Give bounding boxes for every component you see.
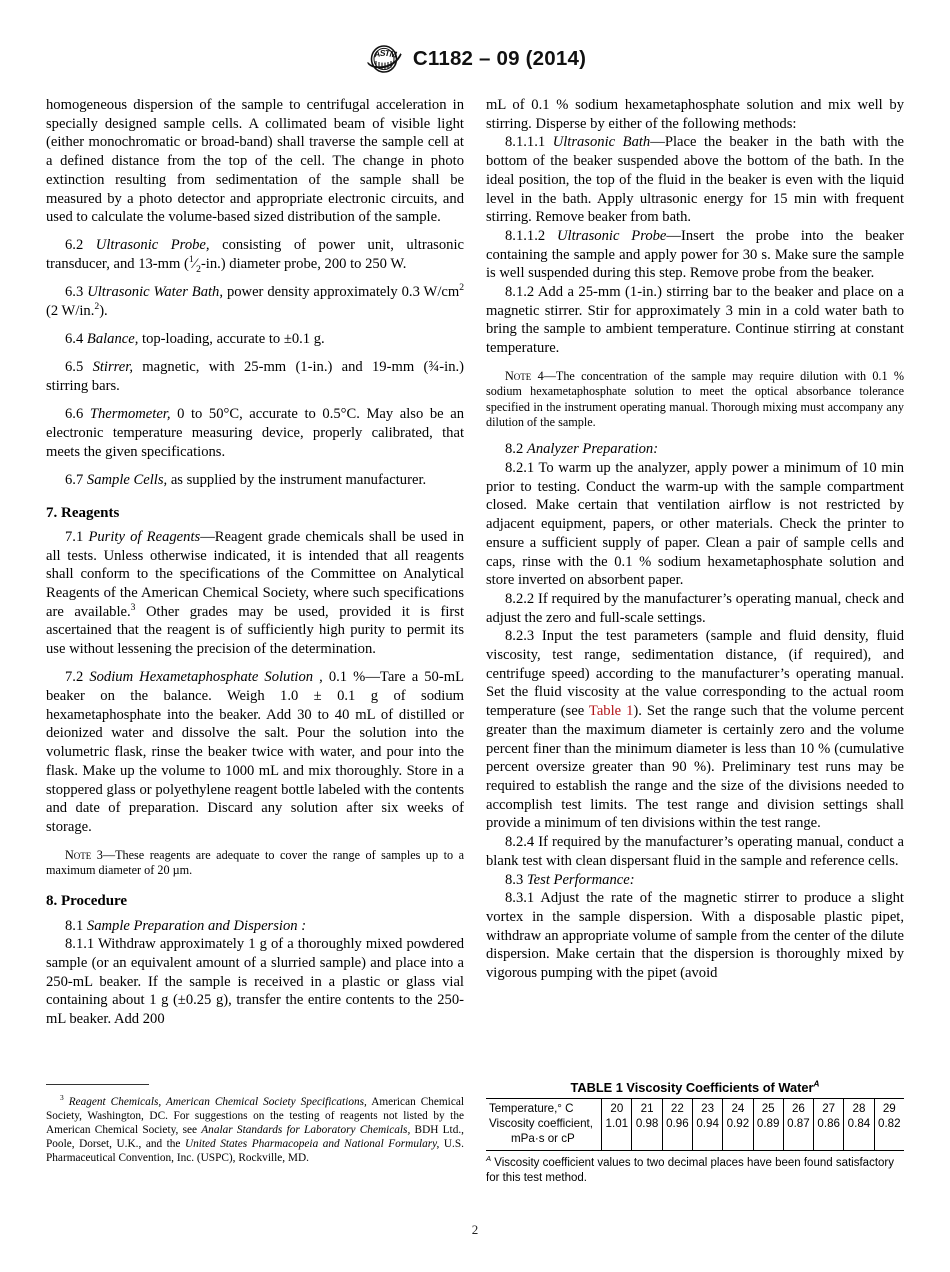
clause-text-8-1-1-2: —Insert the probe into the beaker containing the sample and apply power for 30 s. Make sure the sample is well suspended during this step. Remove probe from the beaker. [486,227,904,282]
standard-designation-title: C1182 – 09 (2014) [412,47,587,70]
clause-term-8-1-1-1: Ultrasonic Bath [552,134,651,151]
clause-text-8-2-2: If required by the manufacturer’s operating manual, check and adjust the zero and full-scale settings. [486,590,904,626]
svg-text:T: T [384,47,391,59]
clause-number-8-3: 8.3 [505,871,524,888]
paragraph-6-1-continued: homogeneous dispersion of the sample to centrifugal acceleration in specially designed sample cells. A collimated beam of visible light (either monochromatic or broad-band) shall traverse the sample cell at a defined distance from the top of the cell. The change in photo extinction resulting from sedimentation of the sample shall be measured by a photo detector and appropriate electronic circuits, and used to calculate the volume-based sized distribution of the sample. [46,97,464,226]
clause-number-6-2: 6.2 [65,237,84,254]
clause-number-7-2: 7.2 [65,669,84,686]
footnote-divider-rule [46,1084,149,1085]
table-cell-temp-2: 22 [662,1099,692,1117]
svg-text:M: M [388,48,398,60]
paragraph-8-2-2 [486,590,904,627]
left-text-column [46,96,464,1029]
clause-term-8-2: Analyzer Preparation: [526,441,659,458]
paragraph-8-1-2 [486,283,904,358]
page-header [0,44,950,74]
clause-text-6-4: top-loading, accurate to ±0.1 g. [138,331,325,348]
table-cell-temp-3: 23 [693,1099,723,1117]
right-text-column [486,96,904,983]
note-number-4: 4 [531,368,544,383]
table-cell-visc-3: 0.94 [693,1116,723,1131]
page-number: 2 [471,1222,479,1237]
table-1-caption [486,1080,904,1095]
clause-text-8-1-1-1: —Place the beaker in the bath with the bottom of the beaker suspended above the bottom of the bath. In the ideal position, the top of the fluid in the beaker is even with the liquid level in the bath. Apply ultrasonic energy for 15 min with frequent stirring. Remove beaker from bath. [486,134,904,226]
paragraph-8-2-3 [486,627,904,833]
table-cell-temp-6: 26 [783,1099,813,1117]
paragraph-8-2-1 [486,459,904,590]
table-cell-units-5 [753,1131,783,1150]
clause-term-8-1: Sample Preparation and Dispersion : [86,917,307,934]
paragraph-6-2: 6.2 Ultrasonic Probe, consisting of power unit, ultrasonic transducer, and 13-mm $(^1⁄_2-in.)$ diameter probe, 200 to 250 W. [46,237,464,276]
table-cell-temp-7: 27 [814,1099,844,1117]
paragraph-6-7 [46,471,464,490]
clause-number-6-6: 6.6 [65,406,84,423]
clause-term-6-4: Balance, [86,331,139,348]
paragraph-8-1 [46,917,464,936]
table-row [486,1099,904,1117]
table-cell-visc-9: 0.82 [874,1116,904,1131]
clause-number-8-2-3: 8.2.3 [505,628,535,645]
note-label-3: Note [65,847,92,862]
clause-text-7-1: —Reagent grade chemicals shall be used in all tests. Unless otherwise indicated, it is intended that all reagents shall conform to the specifications of the Committee on Analytical Reagents of the American Chemical Society, where such specifications are available. [46,528,464,620]
paragraph-8-1-1-continued: mL of 0.1 % sodium hexametaphosphate solution and mix well by stirring. Disperse by either of the following methods: [486,97,904,132]
footnote-italic-title-3: United States Pharmacopeia and National Formulary, [184,1138,440,1151]
table-cell-units-4 [723,1131,753,1150]
clause-term-6-3: Ultrasonic Water Bath, [87,284,224,301]
table-row-label-units-text: mPa·s or cP [511,1132,575,1146]
clause-text-7-2: , 0.1 %—Tare a 50-mL beaker on the balance. Weigh 1.0 ± 0.1 g of sodium hexametaphosphate into the beaker. Add 30 to 40 mL of distilled or deionized water and dissolve the salt. Pour the solution into the volumetric flask, rinse the beaker twice with water, and pour into the flask. Make up the volume to 1000 mL and mix thoroughly. Store in a stoppered glass or polyethylene reagent bottle labeled with the contents and date of preparation. Discard any solution after six weeks of storage. [46,669,464,835]
table-cell-visc-2: 0.96 [662,1116,692,1131]
table-cell-units-8 [844,1131,874,1150]
clause-number-8-1-1-1: 8.1.1.1 [505,134,546,151]
clause-number-8-1-2: 8.1.2 [505,284,535,301]
fraction-denominator: 2 [196,264,201,276]
table-row-label-temperature: Temperature,° C [489,1102,574,1115]
table-cell-visc-8: 0.84 [844,1116,874,1131]
table-row [486,1116,904,1131]
note-3 [46,848,464,879]
clause-term-7-1: Purity of Reagents [88,528,201,545]
footnote-3 [46,1095,464,1165]
paragraph-8-2-4 [486,833,904,870]
footnote-marker-3: 3 [60,1093,64,1103]
clause-term-7-2: Sodium Hexametaphosphate Solution [89,669,314,686]
table-1-caption-text: TABLE 1 Viscosity Coefficients of Water [570,1080,814,1095]
clause-text-6-3-b: (2 W/in. [46,303,95,320]
superscript-units-2: 2 [94,301,100,313]
clause-text-8-2-4: If required by the manufacturer’s operating manual, conduct a blank test with clean dispersant fluid in the sample and reference cells. [486,834,904,869]
paragraph-6-5 [46,358,464,395]
paragraph-8-1-1 [46,935,464,1029]
fraction-numerator: 1 [188,254,194,266]
clause-text-8-3-1: Adjust the rate of the magnetic stirrer to produce a slight vortex in the sample dispersion. With a disposable plastic pipet, withdraw an appropriate volume of sample from the center of the dilute dispersion. Make certain that the dispersion is thoroughly mixed by vigorous pumping with the pipet (avoid [486,890,904,982]
clause-text-7-1-b: Other grades may be used, provided it is first ascertained that the reagent is of sufficiently high purity to permit its use without lessening the precision of the determination. [46,603,464,658]
table-cell-visc-6: 0.87 [783,1116,813,1131]
svg-text:S: S [379,47,386,59]
clause-number-8-1: 8.1 [65,917,84,934]
footnote-block [46,1084,464,1165]
footnote-italic-title-1: Reagent Chemicals, American Chemical Society Specifications, [68,1096,367,1108]
clause-text-6-2: consisting of power unit, ultrasonic transducer, and 13-mm ( [46,237,464,273]
clause-number-6-5: 6.5 [65,359,84,376]
clause-term-6-7: Sample Cells, [86,471,168,488]
clause-number-8-2-2: 8.2.2 [505,590,535,607]
table-cell-units-6 [783,1131,813,1150]
table-cell-visc-0: 1.01 [602,1116,632,1131]
paragraph-8-3-1 [486,889,904,983]
footnote-text-1: American Chemical Society, Washington, DC. For suggestions on the testing of reagents not listed by the American Chemical Society, see [46,1096,464,1137]
paragraph-6-6 [46,405,464,461]
table-cell-visc-7: 0.86 [814,1116,844,1131]
table-1-footnote-text: Viscosity coefficient values to two decimal places have been found satisfactory for this test method. [486,1156,894,1184]
clause-number-8-2-1: 8.2.1 [505,460,535,477]
paragraph-8-2 [486,440,904,459]
footnote-text-2: BDH Ltd., Poole, Dorset, U.K., and the [46,1124,464,1151]
clause-number-8-2-4: 8.2.4 [505,834,535,851]
clause-number-6-4: 6.4 [65,331,84,348]
clause-number-8-1-1: 8.1.1 [65,936,95,953]
note-text-3: —These reagents are adequate to cover the range of samples up to a maximum diameter of 20 µm. [46,847,464,877]
section-heading-7: 7. Reagents [46,504,120,521]
clause-text-8-1-2: Add a 25-mm (1-in.) stirring bar to the beaker and place on a magnetic stirrer. Stir for approximately 3 min in a cold water bath to bring the sample to ambient temperature. Continue stirring at constant temperature. [486,284,904,357]
clause-text-6-2-b: -in.) diameter probe, 200 to 250 W. [200,256,407,273]
table-1-footnote [486,1153,904,1186]
section-heading-8: 8. Procedure [46,893,128,910]
table-cell-temp-5: 25 [753,1099,783,1117]
table-cell-visc-4: 0.92 [723,1116,753,1131]
clause-term-8-3: Test Performance: [526,871,635,888]
clause-number-7-1: 7.1 [65,528,84,545]
paragraph-8-1-1-1 [486,133,904,227]
clause-text-6-3-c: ). [99,303,108,320]
paragraph-6-3 [46,283,464,320]
table-cell-units-7 [814,1131,844,1150]
table-cell-visc-5: 0.89 [753,1116,783,1131]
paragraph-7-2 [46,668,464,836]
note-number-3: 3 [91,847,103,862]
clause-number-8-3-1: 8.3.1 [505,890,535,907]
table-cell-units-9 [874,1131,904,1150]
table-row-label-viscosity: Viscosity coefficient, [489,1117,593,1131]
table-cell-temp-4: 24 [723,1099,753,1117]
clause-text-6-5: magnetic, with 25-mm (1-in.) and 19-mm (¾-in.) stirring bars. [46,359,464,395]
paragraph-8-3 [486,871,904,890]
clause-term-6-6: Thermometer, [89,406,171,423]
footnote-italic-title-2: Analar Standards for Laboratory Chemicals, [201,1124,411,1137]
clause-number-8-1-1-2: 8.1.1.2 [505,227,546,244]
table-cell-temp-8: 28 [844,1099,874,1117]
table-row [486,1131,904,1150]
table-1-footnote-marker: A [486,1153,492,1163]
table-cell-units-1 [632,1131,662,1150]
clause-text-8-2-3-a: Input the test parameters (sample and fluid density, fluid viscosity, test range, sedimentation distance, (if required), and centrifuge speed) according to the manufacturer’s operating manual. Set the fluid viscosity at the value corresponding to the actual room temperature (see [486,628,904,720]
paragraph-8-1-1-2 [486,227,904,283]
clause-text-8-2-3-b: ). Set the range such that the volume percent greater than the maximum diameter is certainly zero and the volume percent finer than the minimum diameter is less than 10 % (cumulative percent oversize greater than 90 %). Preliminary test runs may be required to establish the range and the size of the divisions needed to accomplish test limits. The test range and division settings shall provide a minimum of ten divisions within the test range. [486,703,904,832]
table-cell-units-3 [693,1131,723,1150]
table-cell-temp-0: 20 [602,1099,632,1117]
paragraph-6-4 [46,330,464,349]
clause-term-6-2: Ultrasonic Probe, [95,237,210,254]
clause-text-6-3: power density approximately 0.3 W/cm [223,284,460,301]
footnote-text-3: U.S. Pharmaceutical Convention, Inc. (USPC), Rockville, MD. [46,1138,464,1165]
table-cell-units-0 [602,1131,632,1150]
clause-text-6-6: 0 to 50°C, accurate to 0.5°C. May also be an electronic temperature measuring device, properly calibrated, that meets the given specifications. [46,406,464,460]
table-cell-temp-9: 29 [874,1099,904,1117]
note-text-4: —The concentration of the sample may require dilution with 0.1 % sodium hexametaphosphate solution to meet the optical absorbance tolerance specified in the instrument operating manual. Thorough mixing must accompany any dilution of the sample. [486,368,905,429]
clause-term-6-5: Stirrer, [92,359,133,376]
paragraph-7-1 [46,528,464,659]
footnote-reference-3: 3 [130,601,136,613]
table-cell-units-2 [662,1131,692,1150]
note-label-4: Note [505,368,532,383]
clause-term-8-1-1-2: Ultrasonic Probe [557,227,667,244]
table-1-caption-footnote-marker: A [813,1078,820,1089]
table-1-cross-reference-link[interactable]: Table 1 [588,703,634,720]
clause-number-6-3: 6.3 [65,284,84,301]
superscript-units-1: 2 [459,282,465,294]
table-cell-visc-1: 0.98 [632,1116,662,1131]
table-1-viscosity-coefficients [486,1098,904,1151]
clause-text-6-7: as supplied by the instrument manufacturer. [167,471,427,488]
clause-number-8-2: 8.2 [505,441,524,458]
clause-number-6-7: 6.7 [65,471,84,488]
table-row-label-units [486,1131,602,1150]
clause-text-8-1-1: Withdraw approximately 1 g of a thoroughly mixed powdered sample (or an equivalent amount of a slurried sample) and place into a 250-mL beaker. If the sample is received in a plastic or glass vial containing about 1 g (±0.25 g), transfer the entire contents to the 250-mL beaker. Add 200 [46,936,464,1028]
note-4 [486,369,904,431]
svg-text:A: A [373,48,381,60]
table-1-block [486,1080,904,1185]
clause-text-8-2-1: To warm up the analyzer, apply power a minimum of 10 min prior to testing. Conduct the warm-up with the sample compartment closed. Make certain that ventilation airflow is not restricted by adjacent equipment, papers, or other materials. Check the printer to ensure a sufficient supply of paper. Clean a pair of sample cells and caps, rinse with the 0.1 % sodium hexametaphosphate solution and store inverted on absorbent paper. [486,460,904,589]
astm-logo-icon [364,44,404,74]
table-cell-temp-1: 21 [632,1099,662,1117]
